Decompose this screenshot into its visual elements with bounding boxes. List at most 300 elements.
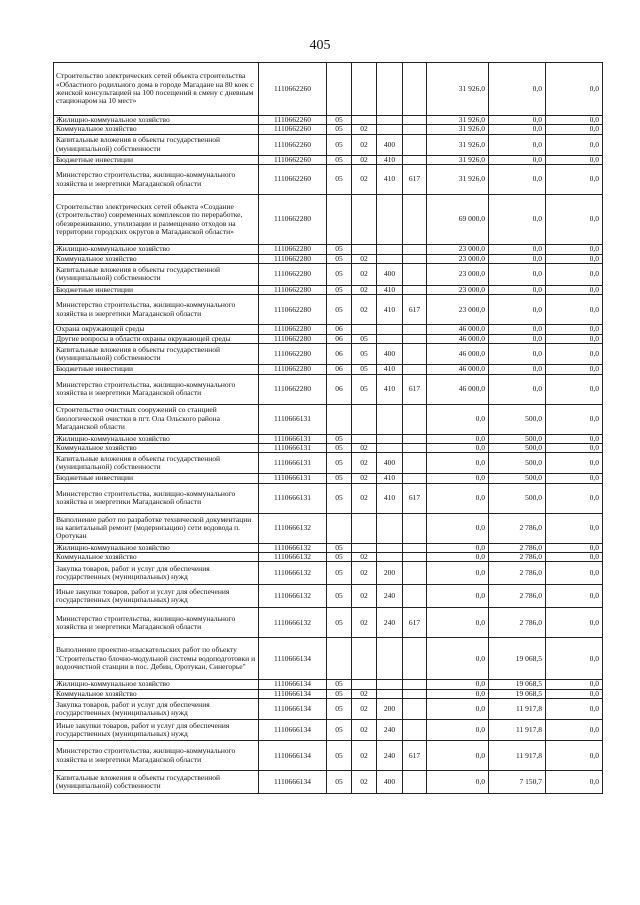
cell-amount-3: 0,0 xyxy=(546,285,603,294)
cell-administrator xyxy=(403,513,427,543)
table-row xyxy=(54,608,603,638)
cell-amount-2: 0,0 xyxy=(489,285,546,294)
cell-target-code: 1110662260 xyxy=(259,165,327,195)
cell-amount-1: 23 000,0 xyxy=(427,254,489,263)
cell-subsection: 02 xyxy=(352,285,377,294)
cell-expense-type: 410 xyxy=(377,483,403,513)
cell-administrator xyxy=(403,562,427,585)
cell-administrator xyxy=(403,720,427,741)
cell-section: 05 xyxy=(327,125,352,134)
cell-section: 05 xyxy=(327,771,352,794)
cell-amount-3: 0,0 xyxy=(546,374,603,404)
cell-target-code: 1110666134 xyxy=(259,638,327,680)
cell-amount-3: 0,0 xyxy=(546,474,603,483)
cell-amount-1: 31 926,0 xyxy=(427,116,489,125)
table-row xyxy=(54,434,603,443)
cell-amount-3: 0,0 xyxy=(546,263,603,285)
cell-section xyxy=(327,63,352,116)
cell-target-code: 1110666131 xyxy=(259,404,327,434)
cell-subsection: 02 xyxy=(352,689,377,698)
cell-subsection: 02 xyxy=(352,699,377,720)
cell-amount-2: 500,0 xyxy=(489,453,546,474)
cell-name: Коммунальное хозяйство xyxy=(54,553,259,562)
cell-target-code: 1110666134 xyxy=(259,741,327,771)
cell-administrator xyxy=(403,245,427,254)
cell-amount-1: 0,0 xyxy=(427,483,489,513)
cell-amount-3: 0,0 xyxy=(546,689,603,698)
cell-expense-type: 410 xyxy=(377,365,403,374)
cell-expense-type xyxy=(377,513,403,543)
cell-section: 06 xyxy=(327,344,352,365)
cell-section: 05 xyxy=(327,543,352,552)
cell-amount-1: 0,0 xyxy=(427,434,489,443)
cell-target-code: 1110666132 xyxy=(259,562,327,585)
cell-amount-3: 0,0 xyxy=(546,543,603,552)
cell-amount-1: 0,0 xyxy=(427,741,489,771)
cell-amount-2: 0,0 xyxy=(489,245,546,254)
cell-amount-1: 23 000,0 xyxy=(427,263,489,285)
cell-target-code: 1110662280 xyxy=(259,263,327,285)
cell-amount-2: 0,0 xyxy=(489,63,546,116)
cell-amount-3: 0,0 xyxy=(546,334,603,343)
table-row xyxy=(54,344,603,365)
cell-amount-2: 500,0 xyxy=(489,474,546,483)
table-row xyxy=(54,125,603,134)
table-row xyxy=(54,585,603,608)
cell-amount-3: 0,0 xyxy=(546,195,603,245)
cell-subsection: 05 xyxy=(352,334,377,343)
cell-administrator xyxy=(403,195,427,245)
table-row xyxy=(54,365,603,374)
cell-administrator xyxy=(403,680,427,689)
cell-amount-1: 46 000,0 xyxy=(427,365,489,374)
cell-target-code: 1110666132 xyxy=(259,513,327,543)
cell-subsection xyxy=(352,638,377,680)
cell-section xyxy=(327,404,352,434)
cell-name: Закупка товаров, работ и услуг для обеспечения государственных (муниципальных) нужд xyxy=(54,699,259,720)
cell-administrator xyxy=(403,285,427,294)
cell-administrator xyxy=(403,474,427,483)
cell-name: Жилищно-коммунальное хозяйство xyxy=(54,434,259,443)
cell-section: 06 xyxy=(327,365,352,374)
cell-amount-3: 0,0 xyxy=(546,365,603,374)
cell-expense-type: 240 xyxy=(377,585,403,608)
cell-subsection: 02 xyxy=(352,165,377,195)
cell-section: 05 xyxy=(327,474,352,483)
cell-amount-2: 0,0 xyxy=(489,374,546,404)
cell-name: Капитальные вложения в объекты государственной (муниципальной) собственности xyxy=(54,344,259,365)
cell-amount-2: 0,0 xyxy=(489,344,546,365)
cell-amount-2: 11 917,8 xyxy=(489,699,546,720)
cell-subsection xyxy=(352,434,377,443)
cell-amount-1: 0,0 xyxy=(427,513,489,543)
cell-name: Бюджетные инвестиции xyxy=(54,365,259,374)
cell-expense-type: 200 xyxy=(377,699,403,720)
table-row xyxy=(54,165,603,195)
table-row xyxy=(54,334,603,343)
cell-section: 05 xyxy=(327,720,352,741)
cell-section: 05 xyxy=(327,585,352,608)
cell-amount-2: 0,0 xyxy=(489,254,546,263)
cell-target-code: 1110666134 xyxy=(259,680,327,689)
cell-amount-3: 0,0 xyxy=(546,404,603,434)
cell-expense-type xyxy=(377,443,403,452)
cell-section: 05 xyxy=(327,434,352,443)
table-row xyxy=(54,295,603,325)
cell-administrator xyxy=(403,543,427,552)
cell-expense-type: 240 xyxy=(377,741,403,771)
cell-name: Строительство очистных сооружений со станцией биологической очистки в пгт. Ола Ольского района Магаданской области xyxy=(54,404,259,434)
cell-name: Коммунальное хозяйство xyxy=(54,689,259,698)
cell-amount-2: 2 786,0 xyxy=(489,608,546,638)
table-row xyxy=(54,741,603,771)
cell-subsection: 05 xyxy=(352,374,377,404)
cell-name: Министерство строительства, жилищно-коммунального хозяйства и энергетики Магаданской области xyxy=(54,165,259,195)
cell-target-code: 1110662260 xyxy=(259,155,327,164)
cell-subsection: 02 xyxy=(352,585,377,608)
cell-amount-3: 0,0 xyxy=(546,125,603,134)
cell-expense-type: 240 xyxy=(377,720,403,741)
cell-subsection: 02 xyxy=(352,720,377,741)
cell-expense-type xyxy=(377,195,403,245)
cell-expense-type: 400 xyxy=(377,344,403,365)
cell-amount-3: 0,0 xyxy=(546,325,603,334)
cell-name: Коммунальное хозяйство xyxy=(54,125,259,134)
cell-section: 05 xyxy=(327,699,352,720)
table-row xyxy=(54,155,603,164)
cell-name: Министерство строительства, жилищно-коммунального хозяйства и энергетики Магаданской области xyxy=(54,483,259,513)
cell-name: Иные закупки товаров, работ и услуг для обеспечения государственных (муниципальных) нужд xyxy=(54,585,259,608)
table-row xyxy=(54,443,603,452)
cell-section: 05 xyxy=(327,562,352,585)
cell-subsection: 05 xyxy=(352,365,377,374)
cell-amount-3: 0,0 xyxy=(546,165,603,195)
cell-amount-3: 0,0 xyxy=(546,434,603,443)
cell-amount-1: 0,0 xyxy=(427,553,489,562)
cell-amount-2: 500,0 xyxy=(489,434,546,443)
cell-amount-1: 0,0 xyxy=(427,680,489,689)
cell-name: Выполнение работ по разработке технической документации на капитальный ремонт (модернизацию) сети водовода п. Оротукан xyxy=(54,513,259,543)
cell-amount-3: 0,0 xyxy=(546,513,603,543)
cell-target-code: 1110666132 xyxy=(259,553,327,562)
cell-amount-3: 0,0 xyxy=(546,741,603,771)
cell-administrator: 617 xyxy=(403,165,427,195)
table-row xyxy=(54,63,603,116)
cell-subsection: 05 xyxy=(352,344,377,365)
cell-amount-3: 0,0 xyxy=(546,638,603,680)
table-row xyxy=(54,134,603,155)
cell-expense-type: 400 xyxy=(377,453,403,474)
cell-administrator xyxy=(403,263,427,285)
cell-amount-2: 2 786,0 xyxy=(489,585,546,608)
cell-amount-1: 0,0 xyxy=(427,689,489,698)
cell-amount-2: 0,0 xyxy=(489,295,546,325)
cell-expense-type: 240 xyxy=(377,608,403,638)
cell-expense-type xyxy=(377,680,403,689)
cell-amount-3: 0,0 xyxy=(546,771,603,794)
cell-expense-type: 410 xyxy=(377,285,403,294)
cell-administrator xyxy=(403,365,427,374)
cell-section: 05 xyxy=(327,741,352,771)
cell-amount-1: 0,0 xyxy=(427,453,489,474)
cell-section: 06 xyxy=(327,334,352,343)
cell-amount-1: 23 000,0 xyxy=(427,285,489,294)
cell-name: Охрана окружающей среды xyxy=(54,325,259,334)
cell-amount-1: 0,0 xyxy=(427,585,489,608)
cell-expense-type: 410 xyxy=(377,374,403,404)
cell-administrator xyxy=(403,638,427,680)
cell-section: 05 xyxy=(327,116,352,125)
cell-name: Министерство строительства, жилищно-коммунального хозяйства и энергетики Магаданской области xyxy=(54,374,259,404)
cell-amount-3: 0,0 xyxy=(546,155,603,164)
cell-amount-3: 0,0 xyxy=(546,720,603,741)
cell-target-code: 1110662280 xyxy=(259,295,327,325)
cell-name: Жилищно-коммунальное хозяйство xyxy=(54,543,259,552)
cell-administrator: 617 xyxy=(403,295,427,325)
cell-target-code: 1110666131 xyxy=(259,443,327,452)
cell-section: 06 xyxy=(327,325,352,334)
cell-section xyxy=(327,638,352,680)
cell-amount-2: 500,0 xyxy=(489,404,546,434)
cell-section: 05 xyxy=(327,285,352,294)
cell-amount-3: 0,0 xyxy=(546,116,603,125)
cell-subsection xyxy=(352,513,377,543)
cell-administrator xyxy=(403,155,427,164)
cell-amount-3: 0,0 xyxy=(546,295,603,325)
cell-target-code: 1110666132 xyxy=(259,585,327,608)
cell-expense-type xyxy=(377,404,403,434)
cell-administrator xyxy=(403,585,427,608)
table-row xyxy=(54,553,603,562)
cell-target-code: 1110666132 xyxy=(259,608,327,638)
cell-name: Капитальные вложения в объекты государственной (муниципальной) собственности xyxy=(54,134,259,155)
table-row xyxy=(54,263,603,285)
cell-amount-1: 0,0 xyxy=(427,720,489,741)
cell-amount-1: 0,0 xyxy=(427,771,489,794)
cell-expense-type xyxy=(377,63,403,116)
cell-expense-type xyxy=(377,254,403,263)
cell-expense-type xyxy=(377,334,403,343)
cell-amount-2: 0,0 xyxy=(489,155,546,164)
table-row xyxy=(54,254,603,263)
cell-amount-1: 0,0 xyxy=(427,543,489,552)
cell-amount-2: 500,0 xyxy=(489,483,546,513)
table-row xyxy=(54,562,603,585)
cell-name: Строительство электрических сетей объекта строительства «Областного родильного дома в городе Магадане на 80 коек с женской консультацией на 100 посещений в смену с дневным стационаром на 10 мест» xyxy=(54,63,259,116)
cell-administrator xyxy=(403,434,427,443)
table-row xyxy=(54,483,603,513)
cell-section: 05 xyxy=(327,134,352,155)
cell-name: Бюджетные инвестиции xyxy=(54,285,259,294)
table-row xyxy=(54,699,603,720)
cell-target-code: 1110666134 xyxy=(259,771,327,794)
cell-administrator xyxy=(403,134,427,155)
cell-expense-type: 400 xyxy=(377,134,403,155)
cell-administrator xyxy=(403,325,427,334)
cell-amount-2: 500,0 xyxy=(489,443,546,452)
cell-amount-3: 0,0 xyxy=(546,245,603,254)
cell-amount-2: 0,0 xyxy=(489,334,546,343)
cell-amount-2: 19 068,5 xyxy=(489,689,546,698)
cell-subsection: 02 xyxy=(352,453,377,474)
cell-amount-2: 0,0 xyxy=(489,165,546,195)
cell-name: Коммунальное хозяйство xyxy=(54,443,259,452)
cell-administrator: 617 xyxy=(403,483,427,513)
cell-administrator: 617 xyxy=(403,374,427,404)
cell-amount-3: 0,0 xyxy=(546,553,603,562)
cell-subsection: 02 xyxy=(352,741,377,771)
cell-amount-2: 19 068,5 xyxy=(489,638,546,680)
cell-target-code: 1110662260 xyxy=(259,125,327,134)
cell-expense-type xyxy=(377,638,403,680)
cell-name: Коммунальное хозяйство xyxy=(54,254,259,263)
cell-amount-2: 2 786,0 xyxy=(489,513,546,543)
cell-expense-type xyxy=(377,689,403,698)
cell-section: 05 xyxy=(327,245,352,254)
cell-target-code: 1110666134 xyxy=(259,720,327,741)
cell-target-code: 1110666134 xyxy=(259,699,327,720)
cell-amount-2: 7 150,7 xyxy=(489,771,546,794)
cell-subsection: 02 xyxy=(352,608,377,638)
table-row xyxy=(54,638,603,680)
cell-administrator xyxy=(403,443,427,452)
cell-target-code: 1110662260 xyxy=(259,116,327,125)
cell-subsection: 02 xyxy=(352,771,377,794)
cell-amount-1: 0,0 xyxy=(427,443,489,452)
cell-target-code: 1110662280 xyxy=(259,245,327,254)
cell-amount-1: 31 926,0 xyxy=(427,134,489,155)
cell-amount-3: 0,0 xyxy=(546,562,603,585)
cell-name: Капитальные вложения в объекты государственной (муниципальной) собственности xyxy=(54,771,259,794)
cell-amount-2: 11 917,8 xyxy=(489,741,546,771)
cell-amount-2: 0,0 xyxy=(489,195,546,245)
cell-expense-type: 200 xyxy=(377,562,403,585)
cell-amount-1: 69 000,0 xyxy=(427,195,489,245)
cell-name: Капитальные вложения в объекты государственной (муниципальной) собственности xyxy=(54,453,259,474)
cell-amount-1: 23 000,0 xyxy=(427,295,489,325)
table-row xyxy=(54,404,603,434)
cell-section: 06 xyxy=(327,374,352,404)
cell-section: 05 xyxy=(327,483,352,513)
cell-amount-3: 0,0 xyxy=(546,608,603,638)
cell-amount-1: 46 000,0 xyxy=(427,325,489,334)
cell-amount-2: 0,0 xyxy=(489,263,546,285)
cell-target-code: 1110662280 xyxy=(259,374,327,404)
cell-administrator: 617 xyxy=(403,608,427,638)
cell-amount-3: 0,0 xyxy=(546,344,603,365)
cell-expense-type xyxy=(377,245,403,254)
cell-section: 05 xyxy=(327,165,352,195)
cell-expense-type: 410 xyxy=(377,474,403,483)
cell-amount-2: 2 786,0 xyxy=(489,543,546,552)
cell-subsection: 02 xyxy=(352,134,377,155)
cell-amount-2: 0,0 xyxy=(489,116,546,125)
cell-administrator xyxy=(403,553,427,562)
cell-target-code: 1110666131 xyxy=(259,474,327,483)
cell-subsection: 02 xyxy=(352,553,377,562)
cell-subsection: 02 xyxy=(352,443,377,452)
cell-section: 05 xyxy=(327,254,352,263)
table-row xyxy=(54,474,603,483)
cell-administrator xyxy=(403,116,427,125)
cell-expense-type xyxy=(377,116,403,125)
cell-subsection xyxy=(352,543,377,552)
cell-expense-type: 410 xyxy=(377,295,403,325)
cell-target-code: 1110662280 xyxy=(259,325,327,334)
cell-section xyxy=(327,195,352,245)
table-row xyxy=(54,720,603,741)
cell-amount-1: 46 000,0 xyxy=(427,374,489,404)
cell-section xyxy=(327,513,352,543)
cell-target-code: 1110666131 xyxy=(259,483,327,513)
cell-amount-1: 0,0 xyxy=(427,404,489,434)
cell-amount-3: 0,0 xyxy=(546,680,603,689)
cell-expense-type: 400 xyxy=(377,263,403,285)
cell-name: Выполнение проектно-изыскательских работ по объекту "Строительство блочно-модульной системы водоподготовки и водоочистной станции в пос. Дебин, Оротукан, Синегорье" xyxy=(54,638,259,680)
cell-subsection xyxy=(352,680,377,689)
cell-subsection xyxy=(352,63,377,116)
cell-section: 05 xyxy=(327,263,352,285)
cell-name: Строительство электрических сетей объекта «Создание (строительство) современных комплексов по переработке, обезвреживанию, утилизации и размещению отходов на территории городских округов в Магаданской области» xyxy=(54,195,259,245)
cell-administrator xyxy=(403,125,427,134)
cell-section: 05 xyxy=(327,689,352,698)
cell-target-code: 1110662260 xyxy=(259,134,327,155)
cell-amount-1: 0,0 xyxy=(427,699,489,720)
cell-name: Министерство строительства, жилищно-коммунального хозяйства и энергетики Магаданской области xyxy=(54,741,259,771)
cell-amount-2: 11 917,8 xyxy=(489,720,546,741)
cell-target-code: 1110666131 xyxy=(259,453,327,474)
cell-name: Иные закупки товаров, работ и услуг для обеспечения государственных (муниципальных) нужд xyxy=(54,720,259,741)
table-body xyxy=(54,63,603,794)
table-row xyxy=(54,195,603,245)
table-row xyxy=(54,374,603,404)
cell-amount-1: 46 000,0 xyxy=(427,334,489,343)
table-row xyxy=(54,680,603,689)
cell-administrator xyxy=(403,404,427,434)
cell-name: Закупка товаров, работ и услуг для обеспечения государственных (муниципальных) нужд xyxy=(54,562,259,585)
cell-administrator xyxy=(403,254,427,263)
cell-subsection: 02 xyxy=(352,125,377,134)
cell-amount-3: 0,0 xyxy=(546,585,603,608)
cell-amount-3: 0,0 xyxy=(546,134,603,155)
cell-target-code: 1110662280 xyxy=(259,344,327,365)
cell-subsection xyxy=(352,116,377,125)
budget-table xyxy=(53,62,603,794)
cell-target-code: 1110666132 xyxy=(259,543,327,552)
cell-administrator xyxy=(403,689,427,698)
cell-name: Министерство строительства, жилищно-коммунального хозяйства и энергетики Магаданской области xyxy=(54,295,259,325)
table-row xyxy=(54,245,603,254)
cell-amount-2: 19 068,5 xyxy=(489,680,546,689)
cell-expense-type xyxy=(377,325,403,334)
cell-amount-2: 0,0 xyxy=(489,134,546,155)
page-number: 405 xyxy=(309,38,331,53)
cell-amount-1: 0,0 xyxy=(427,638,489,680)
cell-name: Капитальные вложения в объекты государственной (муниципальной) собственности xyxy=(54,263,259,285)
cell-section: 05 xyxy=(327,553,352,562)
cell-amount-1: 46 000,0 xyxy=(427,344,489,365)
cell-amount-1: 31 926,0 xyxy=(427,165,489,195)
cell-subsection xyxy=(352,404,377,434)
cell-amount-1: 0,0 xyxy=(427,608,489,638)
cell-subsection: 02 xyxy=(352,295,377,325)
cell-target-code: 1110666134 xyxy=(259,689,327,698)
cell-amount-1: 31 926,0 xyxy=(427,63,489,116)
table-row xyxy=(54,325,603,334)
cell-name: Бюджетные инвестиции xyxy=(54,474,259,483)
table-row xyxy=(54,513,603,543)
cell-amount-3: 0,0 xyxy=(546,453,603,474)
